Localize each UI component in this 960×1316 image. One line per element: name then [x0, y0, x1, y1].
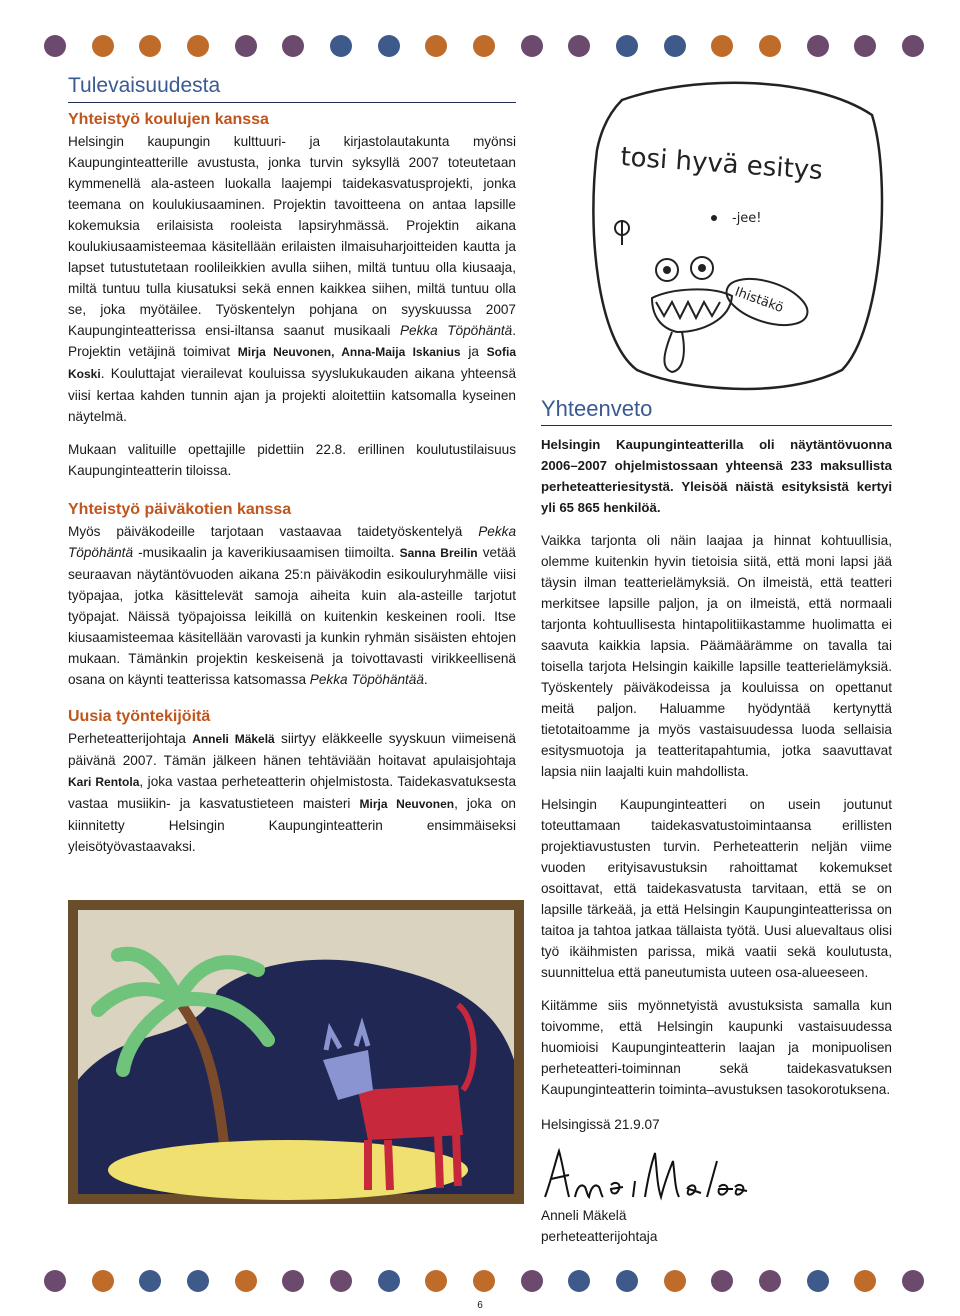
decorative-dot — [664, 35, 686, 57]
decorative-dot — [759, 1270, 781, 1292]
summary-paragraph-2: Helsingin Kaupunginteatteri on usein joutunut toteuttamaan taidekasvatustoimintaansa erillisten projektiavustusten turvin. Perheteatterin neljän viime vuoden erityisavustuksin rahoittamat kokemukset osoittavat, että taidekasvatusta tarvitaan, että se on lapsille tärkeää, ja että Helsingin Kaupunginteatterissa on taitoa ja tahtoa jatkaa tällaista työtä. Uusi aluevaltaus olisi työ ikäihmisten parissa, mikä vaatii sekä koulutusta, suunnittelua että paneutumista uuteen osa-alueeseen. — [541, 797, 892, 980]
bottom-dot-row — [44, 1270, 924, 1294]
decorative-dot — [282, 35, 304, 57]
decorative-dot — [330, 1270, 352, 1292]
decorative-dot — [568, 1270, 590, 1292]
decorative-dot — [711, 35, 733, 57]
summary-paragraph-3: Kiitämme siis myönnetyistä avustuksista samalla kun toivomme, että Helsingin kaupunki vastaisuudessa huomioisi Kaupunginteatterin laajan ja monipuolisen perheteatteri-toiminnan sekä taidekasvatuksen Kaupunginteatterin toiminta–avustuksen tasokorotuksena. — [541, 998, 892, 1097]
signer-name: Anneli Mäkelä — [541, 1208, 627, 1223]
drawing-text-small: -jee! — [732, 211, 762, 226]
page-number: 6 — [477, 1300, 483, 1311]
decorative-dot — [473, 35, 495, 57]
decorative-dot — [521, 35, 543, 57]
decorative-dot — [187, 35, 209, 57]
decorative-dot — [378, 1270, 400, 1292]
decorative-dot — [711, 1270, 733, 1292]
decorative-dot — [139, 1270, 161, 1292]
child-drawing-speech-bubble — [582, 70, 894, 400]
decorative-dot — [139, 35, 161, 57]
decorative-dot — [902, 35, 924, 57]
decorative-dot — [282, 1270, 304, 1292]
decorative-dot — [473, 1270, 495, 1292]
page-title: Tulevaisuudesta — [68, 74, 516, 103]
paragraph-daycare: Myös päiväkodeille tarjotaan vastaavaa taidetyöskentelyä Pekka Töpöhäntä -musikaalin ja kaverikiusaamisen tiimoilta. Sanna Breilin vetää seuraavan näytäntövuoden aikana 25:n päiväkodin esikouluryhmälle viisi työpajaa, jotka käsittelevät samoja aiheita kuin ala-asteille tarjotut työpajat. Näissä työpajoissa leikillä on kuitenkin keskeinen rooli. Itse kiusaamisteemaa käsitellään varovasti ja kunkin ryhmän sisäisten ehtojen mukaan. Tämänkin projektin keskeisenä ja toivottavasti virikkeellisenä osana on käynti teatterissa katsomassa Pekka Töpöhäntää. — [68, 524, 516, 687]
decorative-dot — [854, 35, 876, 57]
heading-schools: Yhteistyö koulujen kanssa — [68, 111, 269, 128]
paragraph-schools: Helsingin kaupungin kulttuuri- ja kirjastolautakunta myönsi Kaupunginteatterille avustusta, jonka turvin syksyllä 2007 toteutetaan kymmenellä ala-asteen luokalla laajempi taidekasvatusprojekti, jonka teemana on koulukiusaaminen. Projektin tavoitteena on antaa lapsille kokemuksia erilaisista rooleista lapsiryhmässä. Projektin aikana koulukiusaamisteemaa käsitellään erilaisten ilmaisuharjoitteiden kautta ja lapset tutustutetaan roolileikkien avulla siihen, miltä tuntuu olla kiusaaja, miltä tuntuu tulla kiusatuksi sekä ennen kaikkea siihen, miltä tuntuu olla se, joka myötäilee. Työskentelyn pohjana on syyskuussa 2007 Kaupunginteatterissa ensi-iltansa saanut musikaali Pekka Töpöhäntä. Projektin vetäjinä toimivat Mirja Neuvonen, Anna-Maija Iskanius ja Sofia Koski. Kouluttajat vierailevat kouluissa syyslukukauden aikana yhteensä viisi kertaa kahden tunnin ajan ja projekti aloitettiin katsomalla kyseinen näytelmä. — [68, 134, 516, 424]
decorative-dot — [235, 1270, 257, 1292]
heading-daycare: Yhteistyö päiväkotien kanssa — [68, 501, 292, 518]
decorative-dot — [44, 35, 66, 57]
paragraph-new-employees: Perheteatterijohtaja Anneli Mäkelä siirtyy eläkkeelle syyskuun viimeisenä päivänä 2007. Tämän jälkeen hänen tehtäviään hoitavat apulaisjohtaja Kari Rentola, joka vastaa perheteatterin ohjelmistosta. Taidekasvatuksesta vastaa musiikin- ja kasvatustieteen maisteri Mirja Neuvonen, joka on kiinnitetty Helsingin Kaupunginteatterin ensimmäiseksi yleisötyövastaavaksi. — [68, 731, 517, 854]
decorative-dot — [616, 1270, 638, 1292]
decorative-dot — [616, 35, 638, 57]
decorative-dot — [568, 35, 590, 57]
decorative-dot — [235, 35, 257, 57]
decorative-dot — [521, 1270, 543, 1292]
paragraph-teacher-training: Mukaan valituille opettajille pidettiin 22.8. erillinen koulutustilaisuus Kaupunginteatterin tiloissa. — [68, 442, 516, 478]
decorative-dot — [664, 1270, 686, 1292]
summary-title: Yhteenveto — [541, 396, 892, 426]
decorative-dot — [44, 1270, 66, 1292]
summary-paragraph-1: Vaikka tarjonta oli näin laajaa ja hinnat kohtuullisia, olemme kuitenkin hyvin tietoisia siitä, että moni lapsi jää täysin ilman teatterielämyksiä. On ilmeistä, että teatteri merkitsee lapsille paljon, ja on ilmeistä, että normaali tarjonta kohtuullisesta hintapolitiikastamme huolimatta ei saavuta kaikkia lapsia. Päämäärämme on tavalla tai toisella tarjota Helsingin kaikille lapsille teatterielämyksiä. Työskentely päiväkodeissa ja kouluissa on opettanut meitä paljon. Haluamme hyödyntää kertynyttä tietotaitoamme ja myös vastaisuudessa luoda sellaisia esitysmuotoja ja teatteritapahtumia, jotka saavuttavat lapsia niin laajalti kuin mahdollista. — [541, 533, 892, 779]
decorative-dot — [807, 35, 829, 57]
decorative-dot — [92, 35, 114, 57]
decorative-dot — [425, 1270, 447, 1292]
drawing-text-bubble: Ihistäkö — [732, 284, 786, 317]
decorative-dot — [378, 35, 400, 57]
signing-date: Helsingissä 21.9.07 — [541, 1117, 660, 1132]
child-painting-palm-and-animal — [68, 900, 524, 1204]
decorative-dot — [92, 1270, 114, 1292]
heading-new-employees: Uusia työntekijöitä — [68, 708, 211, 725]
drawing-text-main: tosi hyvä esitys — [619, 142, 824, 187]
right-column — [541, 396, 892, 1247]
decorative-dot — [902, 1270, 924, 1292]
summary-lead: Helsingin Kaupunginteatterilla oli näytäntövuonna 2006–2007 ohjelmistossaan yhteensä 233 maksullista perheteatteriesitystä. Yleisöä näistä esityksistä kertyi yli 65 865 henkilöä. — [541, 437, 892, 515]
decorative-dot — [759, 35, 781, 57]
signer-role: perheteatterijohtaja — [541, 1229, 658, 1244]
top-dot-row — [44, 35, 924, 59]
decorative-dot — [854, 1270, 876, 1292]
decorative-dot — [187, 1270, 209, 1292]
left-column — [68, 74, 516, 869]
decorative-dot — [330, 35, 352, 57]
handwritten-signature — [541, 1141, 751, 1205]
decorative-dot — [807, 1270, 829, 1292]
decorative-dot — [425, 35, 447, 57]
